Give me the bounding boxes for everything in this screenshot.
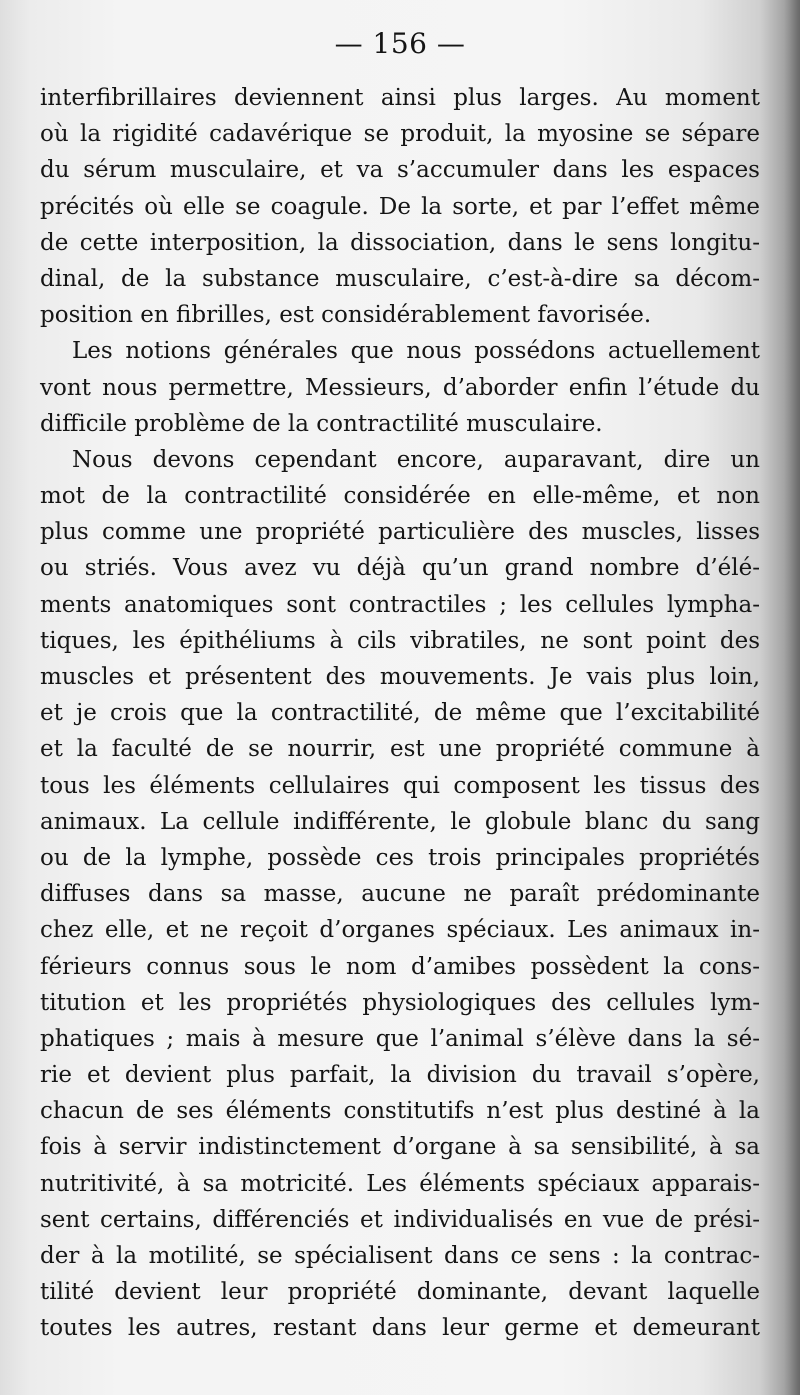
body-text bbox=[40, 80, 760, 1347]
text-line: nutritivité, à sa motricité. Les éléments spéciaux apparais- bbox=[40, 1170, 760, 1197]
page-number: — 156 — bbox=[334, 27, 466, 60]
text-line: phatiques ; mais à mesure que l’animal s’élève dans la sé- bbox=[40, 1025, 760, 1052]
text-line: toutes les autres, restant dans leur germe et demeurant bbox=[40, 1315, 760, 1342]
text-line: der à la motilité, se spécialisent dans ce sens : la contrac- bbox=[40, 1243, 760, 1269]
text-line: précités où elle se coagule. De la sorte, et par l’effet même bbox=[40, 193, 760, 220]
text-line: diffuses dans sa masse, aucune ne paraît prédominante bbox=[40, 881, 760, 908]
text-line: dinal, de la substance musculaire, c’est-à-dire sa décom- bbox=[40, 265, 760, 292]
text-line: animaux. La cellule indifférente, le globule blanc du sang bbox=[40, 808, 760, 835]
text-line: sent certains, différenciés et individualisés en vue de prési- bbox=[40, 1206, 760, 1233]
text-line: où la rigidité cadavérique se produit, la myosine se sépare bbox=[40, 121, 760, 148]
text-line: férieurs connus sous le nom d’amibes possèdent la cons- bbox=[40, 953, 760, 980]
text-line: ments anatomiques sont contractiles ; les cellules lympha- bbox=[40, 591, 760, 618]
text-line: et je crois que la contractilité, de même que l’excitabilité bbox=[40, 700, 760, 727]
text-line: de cette interposition, la dissociation, dans le sens longitu- bbox=[40, 229, 760, 256]
text-line: fois à servir indistinctement d’organe à sa sensibilité, à sa bbox=[40, 1134, 760, 1161]
text-line: mot de la contractilité considérée en elle-même, et non bbox=[40, 483, 760, 510]
text-line: tiques, les épithéliums à cils vibratiles, ne sont point des bbox=[40, 627, 760, 654]
text-line: et la faculté de se nourrir, est une propriété commune à bbox=[40, 736, 760, 763]
text-line: interfibrillaires deviennent ainsi plus larges. Au moment bbox=[40, 85, 760, 111]
text-line: Les notions générales que nous possédons actuellement bbox=[72, 338, 760, 365]
text-line: Nous devons cependant encore, auparavant, dire un bbox=[72, 446, 760, 473]
text-line: ou de la lymphe, possède ces trois principales propriétés bbox=[40, 844, 760, 871]
text-line: chez elle, et ne reçoit d’organes spéciaux. Les animaux in- bbox=[40, 917, 760, 944]
text-line: position en fibrilles, est considérablement favorisée. bbox=[40, 302, 652, 329]
text-line: titution et les propriétés physiologiques des cellules lym- bbox=[40, 989, 760, 1016]
text-line: chacun de ses éléments constitutifs n’est plus destiné à la bbox=[40, 1098, 760, 1125]
text-line: tilité devient leur propriété dominante, devant laquelle bbox=[40, 1279, 760, 1306]
text-line: rie et devient plus parfait, la division du travail s’opère, bbox=[40, 1062, 760, 1089]
text-line: difficile problème de la contractilité musculaire. bbox=[40, 410, 603, 437]
text-line: muscles et présentent des mouvements. Je vais plus loin, bbox=[40, 664, 760, 690]
text-line: vont nous permettre, Messieurs, d’aborder enfin l’étude du bbox=[40, 374, 760, 401]
text-line: du sérum musculaire, et va s’accumuler dans les espaces bbox=[40, 157, 760, 184]
text-line: tous les éléments cellulaires qui composent les tissus des bbox=[40, 772, 760, 799]
text-line: plus comme une propriété particulière des muscles, lisses bbox=[40, 519, 760, 546]
text-line: ou striés. Vous avez vu déjà qu’un grand nombre d’élé- bbox=[40, 555, 760, 582]
